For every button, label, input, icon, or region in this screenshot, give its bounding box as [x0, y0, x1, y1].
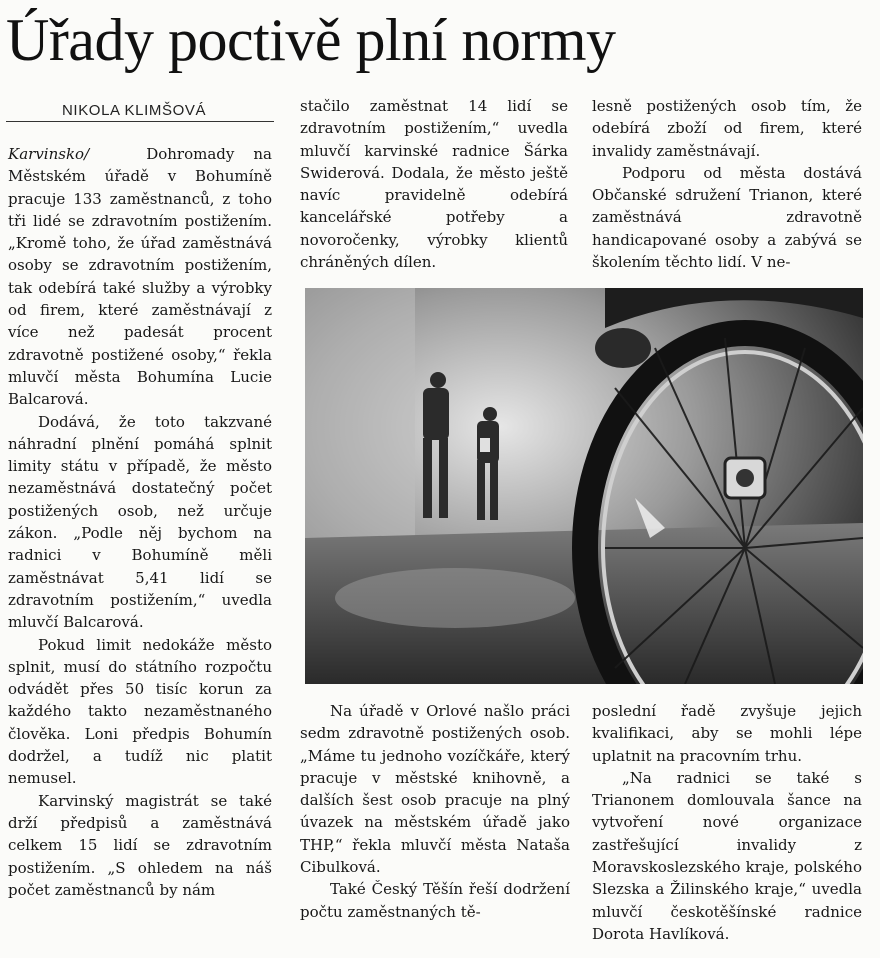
paragraph-text: Dohromady na Městském úřadě v Bohumíně pracuje 133 zaměstnanců, z toho tři lidé se zdravotním postižením. „Kromě toho, že úřad zaměstnává osoby se zdravotním postižením, tak odebírá také služby a výrobky od firem, které zaměstnávají z více než padesát procent zdravotně postižené osoby,“ řekla mluvčí města Bohumína Lucie Balcarová. — [8, 145, 272, 409]
article-column-1 — [8, 143, 272, 901]
article-column-2 — [300, 95, 568, 273]
paragraph: lesně postižených osob tím, že odebírá zboží od firem, které invalidy zaměstnávají. — [592, 97, 862, 160]
byline-rule — [6, 121, 274, 122]
paragraph: Na úřadě v Orlové našlo práci sedm zdravotně postižených osob. „Máme tu jednoho vozíčkáře, který pracuje v městské knihovně, a dalších šest osob pracuje na plný úvazek na městském úřadě jako THP,“ řekla mluvčí města Nataša Cibulková. — [300, 702, 570, 877]
paragraph — [8, 143, 272, 411]
article-column-3-lower — [592, 700, 862, 945]
paragraph: Také Český Těšín řeší dodržení počtu zaměstnaných tě- — [300, 880, 570, 921]
dateline: Karvinsko/ — [8, 145, 90, 163]
paragraph: Karvinský magistrát se také drží předpisů a zaměstnává celkem 15 lidí se zdravotním postižením. „S ohledem na náš počet zaměstnanců by nám — [8, 791, 272, 899]
paragraph: stačilo zaměstnat 14 lidí se zdravotním postižením,“ uvedla mluvčí karvinské radnice Šárka Swiderová. Dodala, že město ještě navíc pravidelně odebírá kancelářské potřeby a novoročenky, výrobky klientů chráněných dílen. — [300, 97, 568, 272]
byline: NIKOLA KLIMŠOVÁ — [62, 102, 207, 119]
paragraph: Pokud limit nedokáže město splnit, musí do státního rozpočtu odvádět přes 50 tisíc korun za každého takto nezaměstnaného člověka. Loni předpis Bohumín dodržel, a tudíž nic platit nemusel. — [8, 635, 272, 788]
photo-wheelchair-corridor — [305, 288, 863, 684]
paragraph: Podporu od města dostává Občanské sdružení Trianon, které zaměstnává zdravotně handicapované osoby a zabývá se školením těchto lidí. V ne- — [592, 163, 862, 272]
article-photo — [305, 288, 863, 684]
article-column-2-lower — [300, 700, 570, 923]
paragraph: poslední řadě zvyšuje jejich kvalifikaci, aby se mohli lépe uplatnit na pracovním trhu. — [592, 702, 862, 765]
article-column-3 — [592, 95, 862, 273]
paragraph: Dodává, že toto takzvané náhradní plnění pomáhá splnit limity státu v případě, že město nezaměstnává dostatečný počet postižených osob, než určuje zákon. „Podle něj bychom na radnici v Bohumíně měli zaměstnávat 5,41 lidí se zdravotním postižením,“ uvedla mluvčí Balcarová. — [8, 412, 272, 632]
headline: Úřady poctivě plní normy — [6, 7, 616, 73]
paragraph: „Na radnici se také s Trianonem domlouvala šance na vytvoření nové organizace zastřešující invalidy z Moravskoslezského kraje, polského Slezska a Žilinského kraje,“ uvedla mluvčí českotěšínské radnice Dorota Havlíková. — [592, 768, 862, 943]
